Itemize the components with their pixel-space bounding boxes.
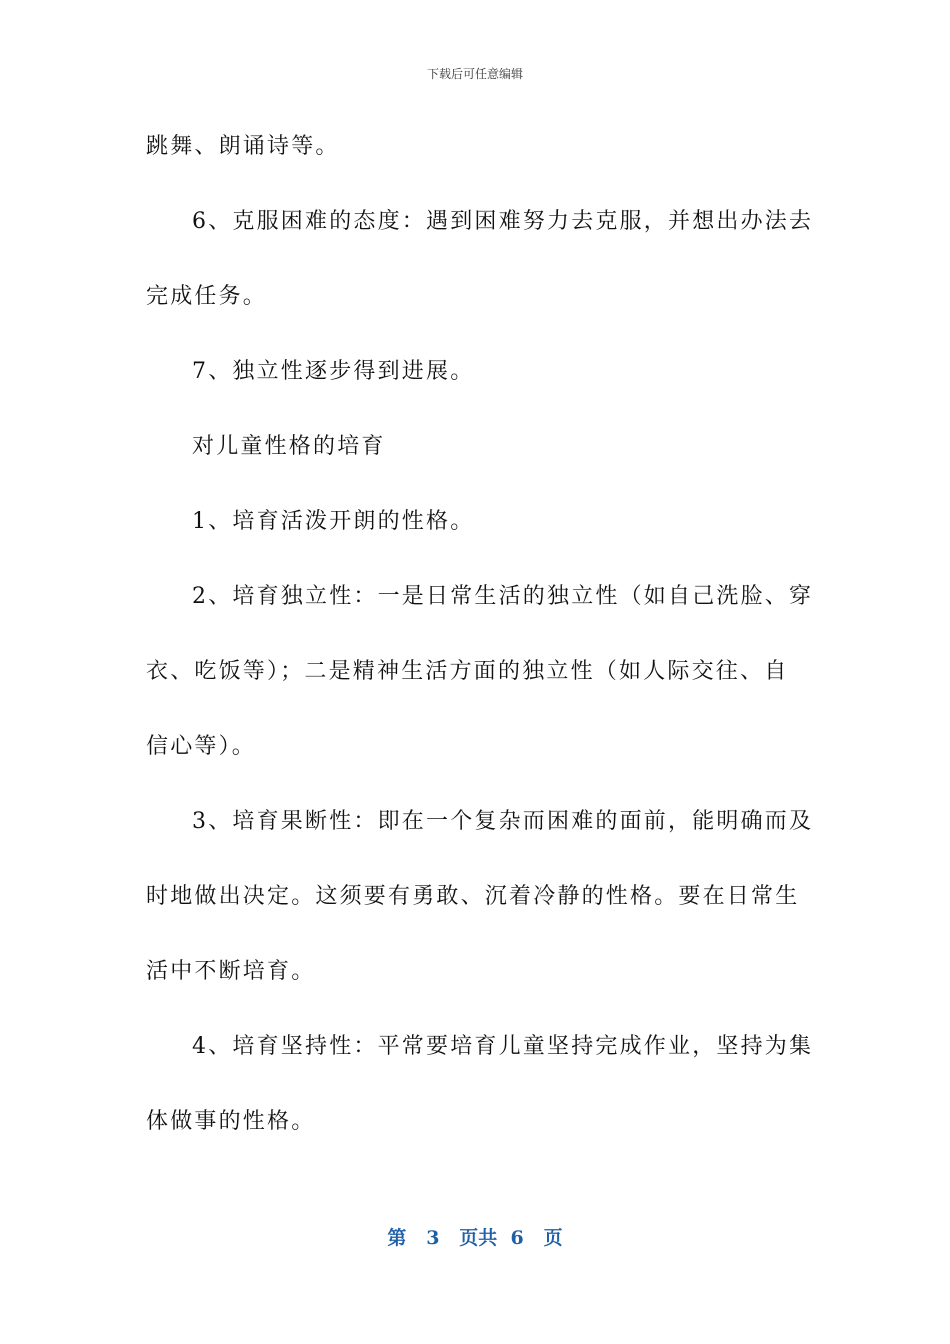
paragraph-line-7: 2、培育独立性：一是日常生活的独立性（如自己洗脸、穿 [192,584,814,609]
paragraph-line-3: 完成任务。 [146,284,268,309]
paragraph-line-13: 4、培育坚持性：平常要培育儿童坚持完成作业，坚持为集 [192,1034,814,1059]
footer-suffix: 页 [543,1227,563,1249]
paragraph-line-8: 衣、吃饭等）；二是精神生活方面的独立性（如人际交往、自 [146,659,789,684]
current-page-number: 3 [426,1227,440,1249]
footer-middle: 页共 [459,1227,498,1249]
footer-prefix: 第 [387,1227,407,1249]
paragraph-line-6: 1、培育活泼开朗的性格。 [192,509,475,534]
total-page-number: 6 [510,1227,524,1249]
document-body [146,125,814,1175]
paragraph-line-2: 6、克服困难的态度：遇到困难努力去克服，并想出办法去 [192,209,814,234]
paragraph-line-9: 信心等）。 [146,734,257,759]
paragraph-line-4: 7、独立性逐步得到进展。 [192,359,475,384]
page-footer [0,1224,950,1252]
paragraph-line-10: 3、培育果断性：即在一个复杂而困难的面前，能明确而及 [192,809,814,834]
paragraph-line-14: 体做事的性格。 [146,1109,316,1134]
section-heading: 对儿童性格的培育 [192,434,386,459]
paragraph-line-1: 跳舞、朗诵诗等。 [146,134,340,159]
paragraph-line-12: 活中不断培育。 [146,959,316,984]
page-header: 下载后可任意编辑 [426,67,523,81]
paragraph-line-11: 时地做出决定。这须要有勇敢、沉着冷静的性格。要在日常生 [146,884,800,909]
